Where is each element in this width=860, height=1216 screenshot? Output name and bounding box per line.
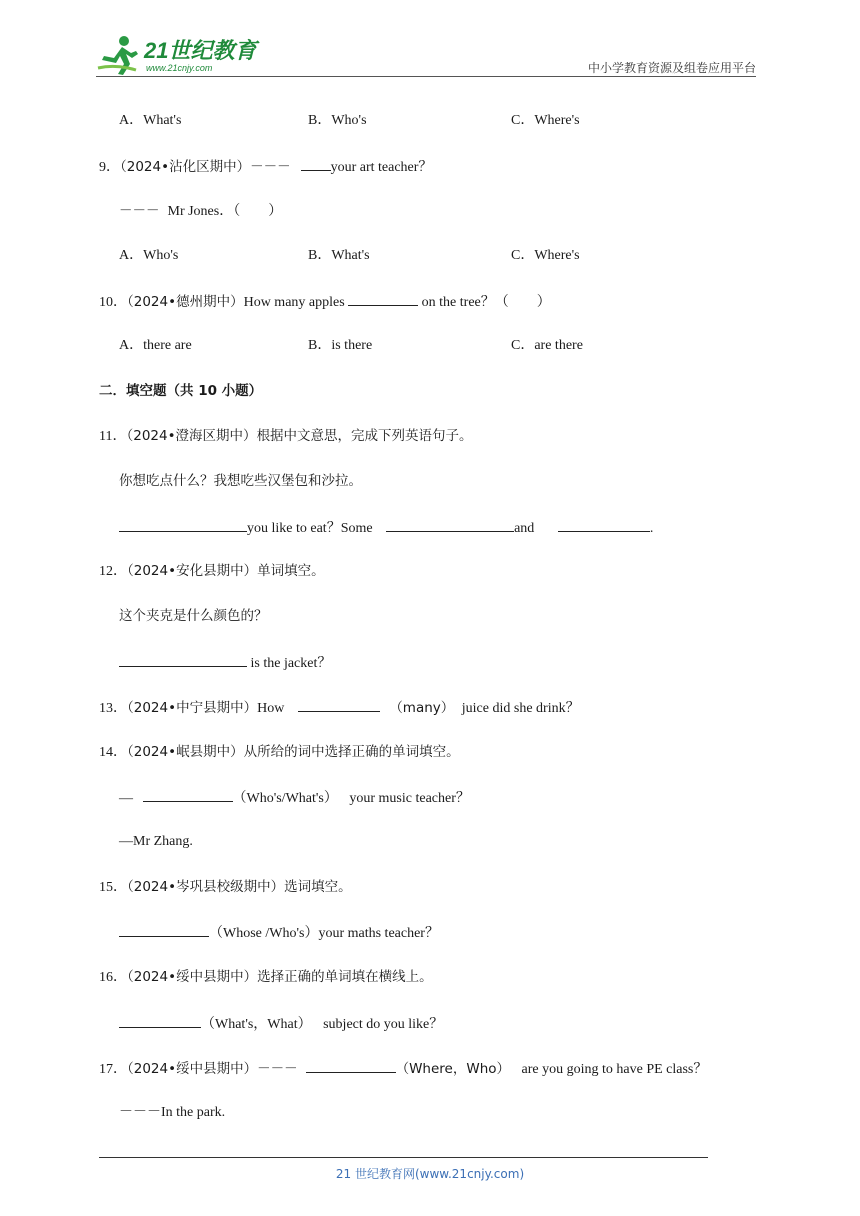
site-logo <box>96 34 266 78</box>
question-stem-part2: on the tree？（ ） <box>421 295 551 310</box>
q8-option-c: C．Where's <box>511 113 580 128</box>
sentence-part1: subject do you like？ <box>323 1017 444 1032</box>
question-15 <box>99 877 352 898</box>
footer-link[interactable]: 21 世纪教育网(www.21cnjy.com) <box>335 1167 525 1181</box>
answer-blank-2[interactable] <box>386 517 514 532</box>
word-hint: （Where，Who） <box>395 1061 511 1077</box>
word-hint: （What's，What） <box>201 1017 312 1032</box>
reply-text: Mr Jones．（ ） <box>167 204 283 219</box>
logo-text: 21世纪教育 <box>144 38 257 63</box>
word-hint: （many） <box>389 700 455 716</box>
sentence-part1: your music teacher？ <box>349 791 470 806</box>
question-number: 12． <box>99 564 127 579</box>
q10-option-a: A．there are <box>119 338 192 353</box>
header-divider <box>96 76 756 77</box>
question-11-chinese: 你想吃点什么？我想吃些汉堡包和沙拉。 <box>119 473 362 489</box>
question-instruction: 从所给的词中选择正确的单词填空。 <box>243 744 460 760</box>
question-instruction: 选择正确的单词填在横线上。 <box>257 969 433 985</box>
question-source: （2024•德州期中） <box>127 294 244 310</box>
q10-option-c: C．are there <box>511 338 583 353</box>
logo-url: www.21cnjy.com <box>146 63 213 73</box>
question-source: （2024•澄海区期中） <box>126 428 257 444</box>
question-source: （2024•绥中县期中） <box>127 1061 258 1077</box>
question-11-sentence <box>119 517 653 539</box>
question-number: 11． <box>99 429 127 444</box>
answer-blank[interactable] <box>301 156 331 171</box>
question-14 <box>99 742 460 763</box>
answer-blank[interactable] <box>119 922 209 937</box>
platform-name: 中小学教育资源及组卷应用平台 <box>587 61 756 75</box>
question-source: （2024•沾化区期中） <box>120 159 251 175</box>
question-number: 13． <box>99 701 127 716</box>
question-source: （2024•岷县期中） <box>127 744 244 760</box>
question-number: 16． <box>99 970 127 985</box>
q9-option-c: C．Where's <box>511 248 580 263</box>
answer-blank[interactable] <box>306 1058 396 1073</box>
question-instruction: 根据中文意思，完成下列英语句子。 <box>256 428 473 444</box>
sentence-part2: and <box>514 521 535 536</box>
question-12-chinese: 这个夹克是什么颜色的？ <box>119 608 268 624</box>
word-hint: （Who's/What's） <box>232 791 338 806</box>
question-12 <box>99 561 325 582</box>
dialogue-dash: －－－ <box>257 1061 298 1077</box>
question-15-sentence <box>119 922 439 944</box>
answer-blank-1[interactable] <box>119 517 247 532</box>
question-stem: your art teacher？ <box>330 160 433 175</box>
page-header <box>0 0 860 90</box>
sentence-part3: . <box>649 521 654 536</box>
question-13 <box>99 697 580 719</box>
question-source: （2024•中宁县期中） <box>127 700 258 716</box>
question-number: 9． <box>99 160 120 175</box>
question-source: （2024•安化县期中） <box>127 563 258 579</box>
answer-blank[interactable] <box>119 652 247 667</box>
question-10 <box>99 291 551 313</box>
footer-divider <box>99 1157 708 1158</box>
question-11 <box>99 426 473 447</box>
runner-logo-icon <box>96 34 142 76</box>
answer-blank[interactable] <box>348 291 418 306</box>
question-16 <box>99 967 433 988</box>
question-number: 15． <box>99 880 127 895</box>
question-14-sentence <box>119 787 470 809</box>
answer-blank[interactable] <box>298 697 380 712</box>
question-14-reply: —Mr Zhang. <box>119 834 193 849</box>
q8-option-b: B．Who's <box>308 113 367 128</box>
sentence-part1: you like to eat？Some <box>247 521 373 536</box>
sentence-part1: How <box>257 701 285 716</box>
q9-option-a: A．Who's <box>119 248 179 263</box>
question-9 <box>99 156 432 178</box>
question-stem-part1: How many apples <box>243 295 345 310</box>
question-instruction: 选词填空。 <box>284 879 352 895</box>
question-9-reply <box>119 201 282 222</box>
sentence-part1: is the jacket？ <box>250 656 332 671</box>
question-source: （2024•岑巩县校级期中） <box>127 879 285 895</box>
sentence-part1: are you going to have PE class？ <box>521 1062 708 1077</box>
question-17-reply: －－－In the park. <box>119 1105 226 1120</box>
q9-option-b: B．What's <box>308 248 370 263</box>
question-instruction: 单词填空。 <box>257 563 325 579</box>
dialogue-dash: －－－ <box>119 203 160 219</box>
q8-option-a: A．What's <box>119 113 182 128</box>
answer-blank-3[interactable] <box>558 517 650 532</box>
answer-blank[interactable] <box>119 1013 201 1028</box>
question-source: （2024•绥中县期中） <box>127 969 258 985</box>
dialogue-dash: — <box>119 791 133 806</box>
answer-blank[interactable] <box>143 787 233 802</box>
sentence-part2: juice did she drink？ <box>461 701 580 716</box>
question-17 <box>99 1058 707 1080</box>
question-number: 10． <box>99 295 127 310</box>
dialogue-dash: －－－ <box>250 159 291 175</box>
q10-option-b: B．is there <box>308 338 373 353</box>
question-12-sentence <box>119 652 331 674</box>
section-title: 二．填空题（共 10 小题） <box>99 383 263 399</box>
sentence-part1: （Whose /Who's）your maths teacher？ <box>209 926 439 941</box>
question-number: 17． <box>99 1062 127 1077</box>
question-number: 14． <box>99 745 127 760</box>
question-16-sentence <box>119 1013 443 1035</box>
